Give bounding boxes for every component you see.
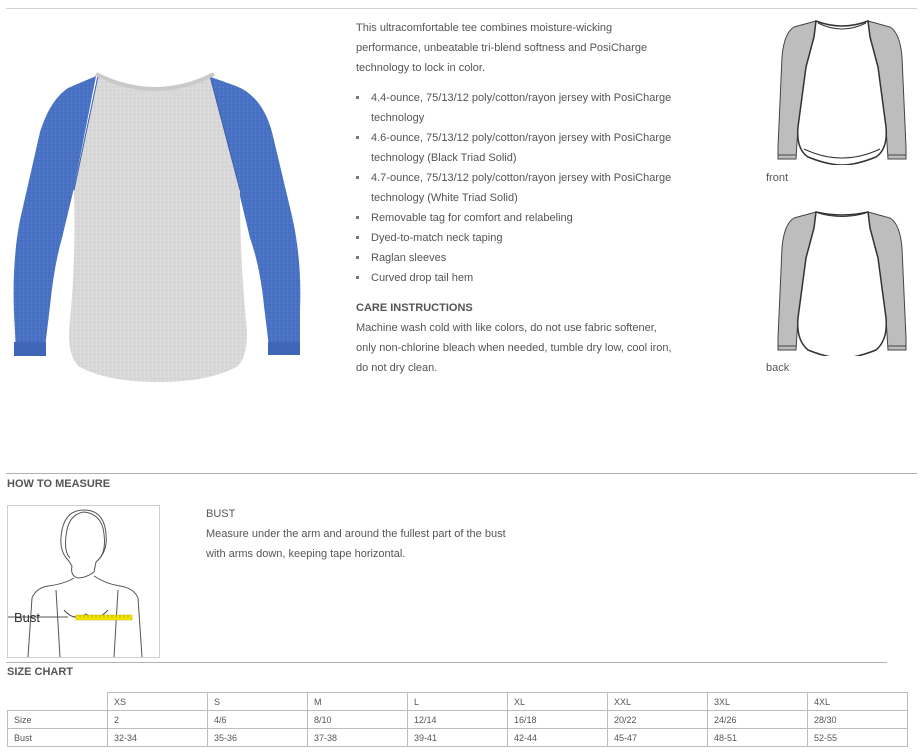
size-row — [8, 711, 908, 729]
table-cell: 12/14 — [408, 711, 508, 729]
feature-item: Removable tag for comfort and relabeling — [356, 208, 676, 228]
measure-description: Measure under the arm and around the fullest part of the bust with arms down, keeping tape horizontal. — [206, 528, 506, 560]
top-divider — [6, 8, 917, 9]
product-image — [10, 70, 304, 384]
feature-item: Curved drop tail hem — [356, 268, 676, 288]
size-header-cell: 3XL — [708, 693, 808, 711]
feature-item: Dyed-to-match neck taping — [356, 228, 676, 248]
bullet-icon — [356, 216, 359, 219]
how-to-measure-title: HOW TO MEASURE — [7, 478, 111, 490]
table-cell: 32-34 — [108, 729, 208, 747]
size-header-cell: S — [208, 693, 308, 711]
feature-item: 4.4-ounce, 75/13/12 poly/cotton/rayon jersey with PosiCharge technology — [356, 88, 676, 128]
feature-item: 4.7-ounce, 75/13/12 poly/cotton/rayon jersey with PosiCharge technology (White Triad Solid) — [356, 168, 676, 208]
table-cell: 2 — [108, 711, 208, 729]
table-cell: 52-55 — [808, 729, 908, 747]
front-flat-sketch — [776, 17, 908, 165]
size-header-cell: L — [408, 693, 508, 711]
feature-item: 4.6-ounce, 75/13/12 poly/cotton/rayon jersey with PosiCharge technology (Black Triad Solid) — [356, 128, 676, 168]
measure-heading: BUST — [206, 508, 236, 520]
size-header-cell: XL — [508, 693, 608, 711]
size-header-cell: 4XL — [808, 693, 908, 711]
bullet-icon — [356, 176, 359, 179]
back-flat-sketch — [776, 208, 908, 356]
intro-text: This ultracomfortable tee combines moisture-wicking performance, unbeatable tri-blend softness and PosiCharge technology to lock in color. — [356, 22, 648, 74]
bullet-icon — [356, 236, 359, 239]
size-chart-divider — [6, 662, 887, 663]
table-cell: 20/22 — [608, 711, 708, 729]
table-cell: 42-44 — [508, 729, 608, 747]
care-instructions-text: Machine wash cold with like colors, do not use fabric softener, only non-chlorine bleach when needed, tumble dry low, cool iron, do not dry clean. — [356, 322, 672, 374]
table-cell: 4/6 — [208, 711, 308, 729]
bust-figure-label: Bust — [14, 610, 41, 625]
table-cell: 35-36 — [208, 729, 308, 747]
size-header-row — [8, 693, 908, 711]
feature-item: Raglan sleeves — [356, 248, 676, 268]
size-header-cell: M — [308, 693, 408, 711]
table-cell: 45-47 — [608, 729, 708, 747]
care-instructions-title: CARE INSTRUCTIONS — [356, 302, 473, 314]
table-cell: 28/30 — [808, 711, 908, 729]
measure-instructions — [206, 504, 526, 564]
corner-cell — [8, 693, 108, 711]
table-cell: 37-38 — [308, 729, 408, 747]
woman-figure-illustration — [8, 506, 159, 657]
table-cell: 24/26 — [708, 711, 808, 729]
feature-list — [356, 88, 676, 288]
row-label: Bust — [8, 729, 108, 747]
measure-figure — [7, 505, 160, 658]
shirt-body — [69, 76, 247, 382]
back-label: back — [766, 362, 790, 374]
bullet-icon — [356, 276, 359, 279]
front-label: front — [766, 172, 789, 184]
size-chart-title: SIZE CHART — [7, 666, 73, 678]
section-divider — [6, 473, 917, 474]
bullet-icon — [356, 136, 359, 139]
product-description — [356, 18, 676, 378]
bullet-icon — [356, 96, 359, 99]
bullet-icon — [356, 256, 359, 259]
table-cell: 48-51 — [708, 729, 808, 747]
table-cell: 16/18 — [508, 711, 608, 729]
bust-row — [8, 729, 908, 747]
table-cell: 8/10 — [308, 711, 408, 729]
size-header-cell: XXL — [608, 693, 708, 711]
row-label: Size — [8, 711, 108, 729]
table-cell: 39-41 — [408, 729, 508, 747]
size-chart-table — [7, 692, 908, 747]
size-header-cell: XS — [108, 693, 208, 711]
